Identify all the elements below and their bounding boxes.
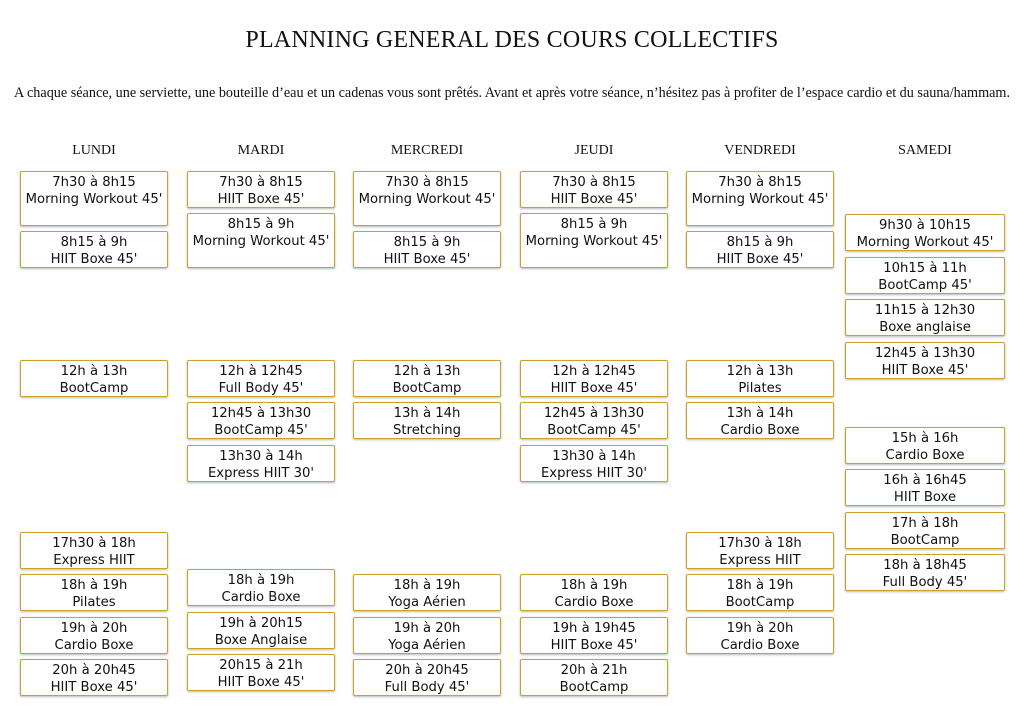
session-time: 10h15 à 11h	[883, 261, 967, 276]
session-course: HIIT Boxe 45'	[550, 638, 638, 653]
session-time: 12h à 12h45	[219, 364, 303, 379]
session-time: 8h15 à 9h	[227, 217, 295, 232]
session-card	[845, 342, 1005, 379]
session-course: Morning Workout 45'	[192, 234, 330, 249]
session-card	[845, 214, 1005, 251]
day-header-samedi: SAMEDI	[898, 143, 952, 158]
session-card	[20, 617, 168, 654]
session-course: Full Body 45'	[882, 575, 968, 590]
session-time: 18h à 19h	[560, 578, 628, 593]
session-course: Pilates	[738, 381, 782, 396]
session-card	[845, 512, 1005, 549]
session-course: Express HIIT 30'	[540, 466, 648, 481]
session-card	[686, 532, 834, 569]
session-card	[20, 171, 168, 226]
session-card	[845, 469, 1005, 506]
session-course: HIIT Boxe 45'	[50, 680, 138, 695]
session-course: Morning Workout 45'	[691, 192, 829, 207]
session-course: Express HIIT 30'	[207, 466, 315, 481]
session-course: BootCamp 45'	[547, 423, 641, 438]
session-course: Full Body 45'	[218, 381, 304, 396]
session-course: HIIT Boxe 45'	[881, 363, 969, 378]
session-course: HIIT Boxe	[893, 490, 957, 505]
session-card	[20, 231, 168, 268]
session-time: 18h à 19h	[60, 578, 128, 593]
session-course: HIIT Boxe 45'	[217, 675, 305, 690]
session-course: HIIT Boxe 45'	[550, 192, 638, 207]
session-card	[20, 574, 168, 611]
session-course: Boxe Anglaise	[214, 633, 308, 648]
session-course: BootCamp 45'	[214, 423, 308, 438]
session-course: HIIT Boxe 45'	[217, 192, 305, 207]
session-time: 7h30 à 8h15	[219, 175, 303, 190]
session-time: 12h à 12h45	[552, 364, 636, 379]
session-course: Express HIIT	[719, 553, 801, 568]
session-course: BootCamp	[392, 381, 462, 396]
session-course: Boxe anglaise	[879, 320, 971, 335]
session-card	[187, 360, 335, 397]
session-time: 19h à 20h	[60, 621, 128, 636]
session-time: 7h30 à 8h15	[52, 175, 136, 190]
session-time: 17h30 à 18h	[718, 536, 802, 551]
session-card	[353, 617, 501, 654]
session-course: Morning Workout 45'	[856, 235, 994, 250]
session-course: BootCamp	[59, 381, 129, 396]
intro-text: A chaque séance, une serviette, une bouteille d’eau et un cadenas vous sont prêtés. Avant et après votre séance, n’hésitez pas à profiter de l’espace cardio et du sauna/hammam.	[14, 85, 1011, 101]
day-header-jeudi: JEUDI	[574, 143, 614, 158]
session-time: 13h à 14h	[726, 406, 794, 421]
session-time: 8h15 à 9h	[726, 235, 794, 250]
session-course: HIIT Boxe 45'	[383, 252, 471, 267]
session-time: 12h à 13h	[393, 364, 461, 379]
session-card	[845, 427, 1005, 464]
session-time: 12h45 à 13h30	[543, 406, 645, 421]
session-course: Yoga Aérien	[388, 595, 466, 610]
session-course: Cardio Boxe	[720, 638, 800, 653]
session-course: Morning Workout 45'	[358, 192, 496, 207]
session-time: 16h à 16h45	[883, 473, 967, 488]
session-course: Morning Workout 45'	[25, 192, 163, 207]
session-course: BootCamp	[890, 533, 960, 548]
page-title: PLANNING GENERAL DES COURS COLLECTIFS	[245, 27, 779, 53]
session-card	[520, 574, 668, 611]
session-card	[845, 257, 1005, 294]
session-course: BootCamp	[725, 595, 795, 610]
session-course: Stretching	[393, 423, 461, 438]
session-course: Yoga Aérien	[388, 638, 466, 653]
session-time: 19h à 20h15	[219, 616, 303, 631]
session-card	[845, 554, 1005, 591]
session-time: 12h45 à 13h30	[210, 406, 312, 421]
session-time: 18h à 19h	[393, 578, 461, 593]
session-card	[520, 360, 668, 397]
session-course: HIIT Boxe 45'	[550, 381, 638, 396]
session-card	[187, 612, 335, 649]
session-time: 8h15 à 9h	[60, 235, 128, 250]
day-header-vendredi: VENDREDI	[724, 143, 796, 158]
session-course: Cardio Boxe	[221, 590, 301, 605]
session-time: 7h30 à 8h15	[718, 175, 802, 190]
session-time: 18h à 18h45	[883, 558, 967, 573]
session-course: Cardio Boxe	[554, 595, 634, 610]
session-card	[520, 659, 668, 696]
session-card	[353, 231, 501, 268]
session-time: 7h30 à 8h15	[552, 175, 636, 190]
session-card	[520, 445, 668, 482]
session-card	[686, 402, 834, 439]
session-card	[20, 360, 168, 397]
session-card	[187, 171, 335, 208]
session-time: 18h à 19h	[726, 578, 794, 593]
session-time: 20h15 à 21h	[219, 658, 303, 673]
session-course: HIIT Boxe 45'	[716, 252, 804, 267]
session-time: 8h15 à 9h	[393, 235, 461, 250]
session-card	[20, 659, 168, 696]
session-course: BootCamp 45'	[878, 278, 972, 293]
session-card	[20, 532, 168, 569]
day-header-lundi: LUNDI	[72, 143, 116, 158]
session-time: 19h à 20h	[393, 621, 461, 636]
session-card	[520, 171, 668, 208]
session-time: 13h30 à 14h	[219, 449, 303, 464]
session-card	[187, 569, 335, 606]
session-course: Cardio Boxe	[720, 423, 800, 438]
session-course: Cardio Boxe	[885, 448, 965, 463]
session-card	[187, 402, 335, 439]
session-course: Full Body 45'	[384, 680, 470, 695]
session-card	[353, 171, 501, 226]
session-course: HIIT Boxe 45'	[50, 252, 138, 267]
session-card	[845, 299, 1005, 336]
session-time: 20h à 20h45	[385, 663, 469, 678]
session-time: 13h30 à 14h	[552, 449, 636, 464]
session-time: 8h15 à 9h	[560, 217, 628, 232]
session-card	[353, 360, 501, 397]
session-card	[686, 360, 834, 397]
day-header-mercredi: MERCREDI	[390, 143, 464, 158]
session-time: 12h à 13h	[60, 364, 128, 379]
session-card	[686, 617, 834, 654]
session-time: 12h45 à 13h30	[874, 346, 976, 361]
session-time: 15h à 16h	[891, 431, 959, 446]
session-card	[686, 171, 834, 226]
session-time: 17h30 à 18h	[52, 536, 136, 551]
session-card	[353, 402, 501, 439]
session-card	[187, 445, 335, 482]
session-course: Cardio Boxe	[54, 638, 134, 653]
session-card	[520, 402, 668, 439]
session-time: 19h à 19h45	[552, 621, 636, 636]
session-course: Morning Workout 45'	[525, 234, 663, 249]
session-time: 18h à 19h	[227, 573, 295, 588]
session-card	[353, 659, 501, 696]
session-time: 13h à 14h	[393, 406, 461, 421]
session-time: 17h à 18h	[891, 516, 959, 531]
session-card	[187, 654, 335, 691]
session-course: BootCamp	[559, 680, 629, 695]
session-time: 9h30 à 10h15	[879, 218, 971, 233]
session-time: 19h à 20h	[726, 621, 794, 636]
session-course: Express HIIT	[53, 553, 135, 568]
session-card	[686, 231, 834, 268]
day-header-mardi: MARDI	[237, 143, 285, 158]
session-time: 20h à 21h	[560, 663, 628, 678]
session-time: 7h30 à 8h15	[385, 175, 469, 190]
session-card	[520, 213, 668, 268]
session-time: 20h à 20h45	[52, 663, 136, 678]
session-time: 11h15 à 12h30	[874, 303, 976, 318]
session-card	[520, 617, 668, 654]
session-time: 12h à 13h	[726, 364, 794, 379]
session-card	[187, 213, 335, 268]
session-card	[686, 574, 834, 611]
session-card	[353, 574, 501, 611]
session-course: Pilates	[72, 595, 116, 610]
